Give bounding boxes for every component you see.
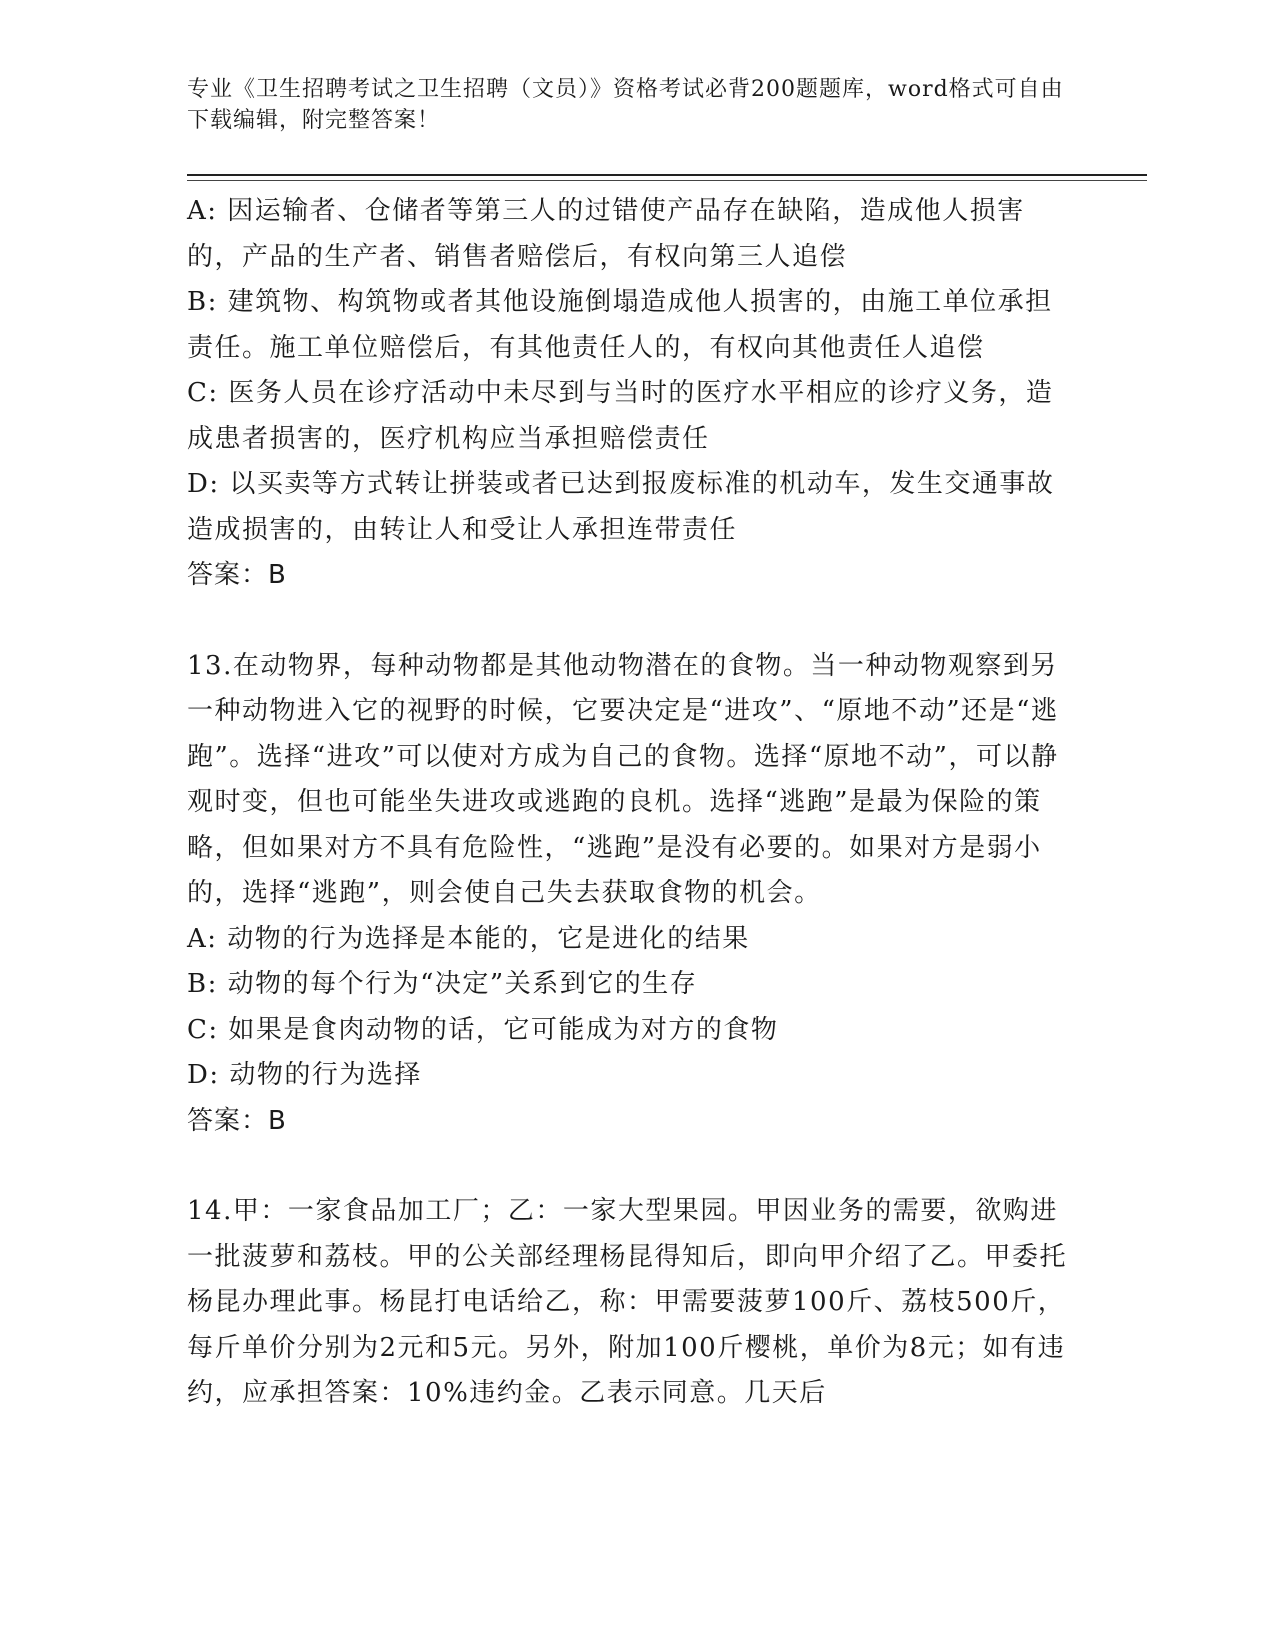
question-spacer (187, 1144, 1077, 1189)
q13-option-a: A: 动物的行为选择是本能的，它是进化的结果 (187, 923, 750, 954)
q12-option-b: B: 建筑物、构筑物或者其他设施倒塌造成他人损害的，由施工单位承担责任。施工单位赔偿后，有其他责任人的，有权向其他责任人追偿 (187, 287, 1053, 363)
q12-option-a: A: 因运输者、仓储者等第三人的过错使产品存在缺陷，造成他人损害的，产品的生产者、销售者赔偿后，有权向第三人追偿 (187, 196, 1025, 272)
q12-option-d: D: 以买卖等方式转让拼装或者已达到报废标准的机动车，发生交通事故造成损害的，由转让人和受让人承担连带责任 (187, 469, 1055, 545)
q12-answer: 答案：B (187, 560, 287, 590)
question-spacer (187, 599, 1077, 644)
q13-option-b: B: 动物的每个行为“决定”关系到它的生存 (187, 969, 698, 999)
header-divider-thin (187, 180, 1147, 181)
q14-stem: 14.甲：一家食品加工厂；乙：一家大型果园。甲因业务的需要，欲购进一批菠萝和荔枝。甲的公关部经理杨昆得知后，即向甲介绍了乙。甲委托杨昆办理此事。杨昆打电话给乙，称：甲需要菠萝100斤、荔枝500斤，每斤单价分别为2元和5元。另外，附加100斤樱桃，单价为8元；如有违约，应承担答案：10%违约金。乙表示同意。几天后 (187, 1196, 1068, 1408)
q12-option-c: C: 医务人员在诊疗活动中未尽到与当时的医疗水平相应的诊疗义务，造成患者损害的，医疗机构应当承担赔偿责任 (187, 378, 1054, 454)
document-header: 专业《卫生招聘考试之卫生招聘（文员）》资格考试必背200题题库，word格式可自由下载编辑，附完整答案！ (187, 77, 1064, 133)
header-divider-thick (187, 174, 1147, 176)
q13-stem: 13.在动物界，每种动物都是其他动物潜在的食物。当一种动物观察到另一种动物进入它的视野的时候，它要决定是“进攻”、“原地不动”还是“逃跑”。选择“进攻”可以使对方成为自己的食物。选择“原地不动”，可以静观时变，但也可能坐失进攻或逃跑的良机。选择“逃跑”是最为保险的策略，但如果对方不具有危险性，“逃跑”是没有必要的。如果对方是弱小的，选择“逃跑”，则会使自己失去获取食物的机会。 (187, 650, 1059, 908)
q13-answer: 答案：B (187, 1105, 287, 1136)
document-body (187, 189, 1077, 1417)
q13-option-d: D: 动物的行为选择 (187, 1060, 422, 1090)
q13-option-c: C: 如果是食肉动物的话，它可能成为对方的食物 (187, 1014, 779, 1045)
